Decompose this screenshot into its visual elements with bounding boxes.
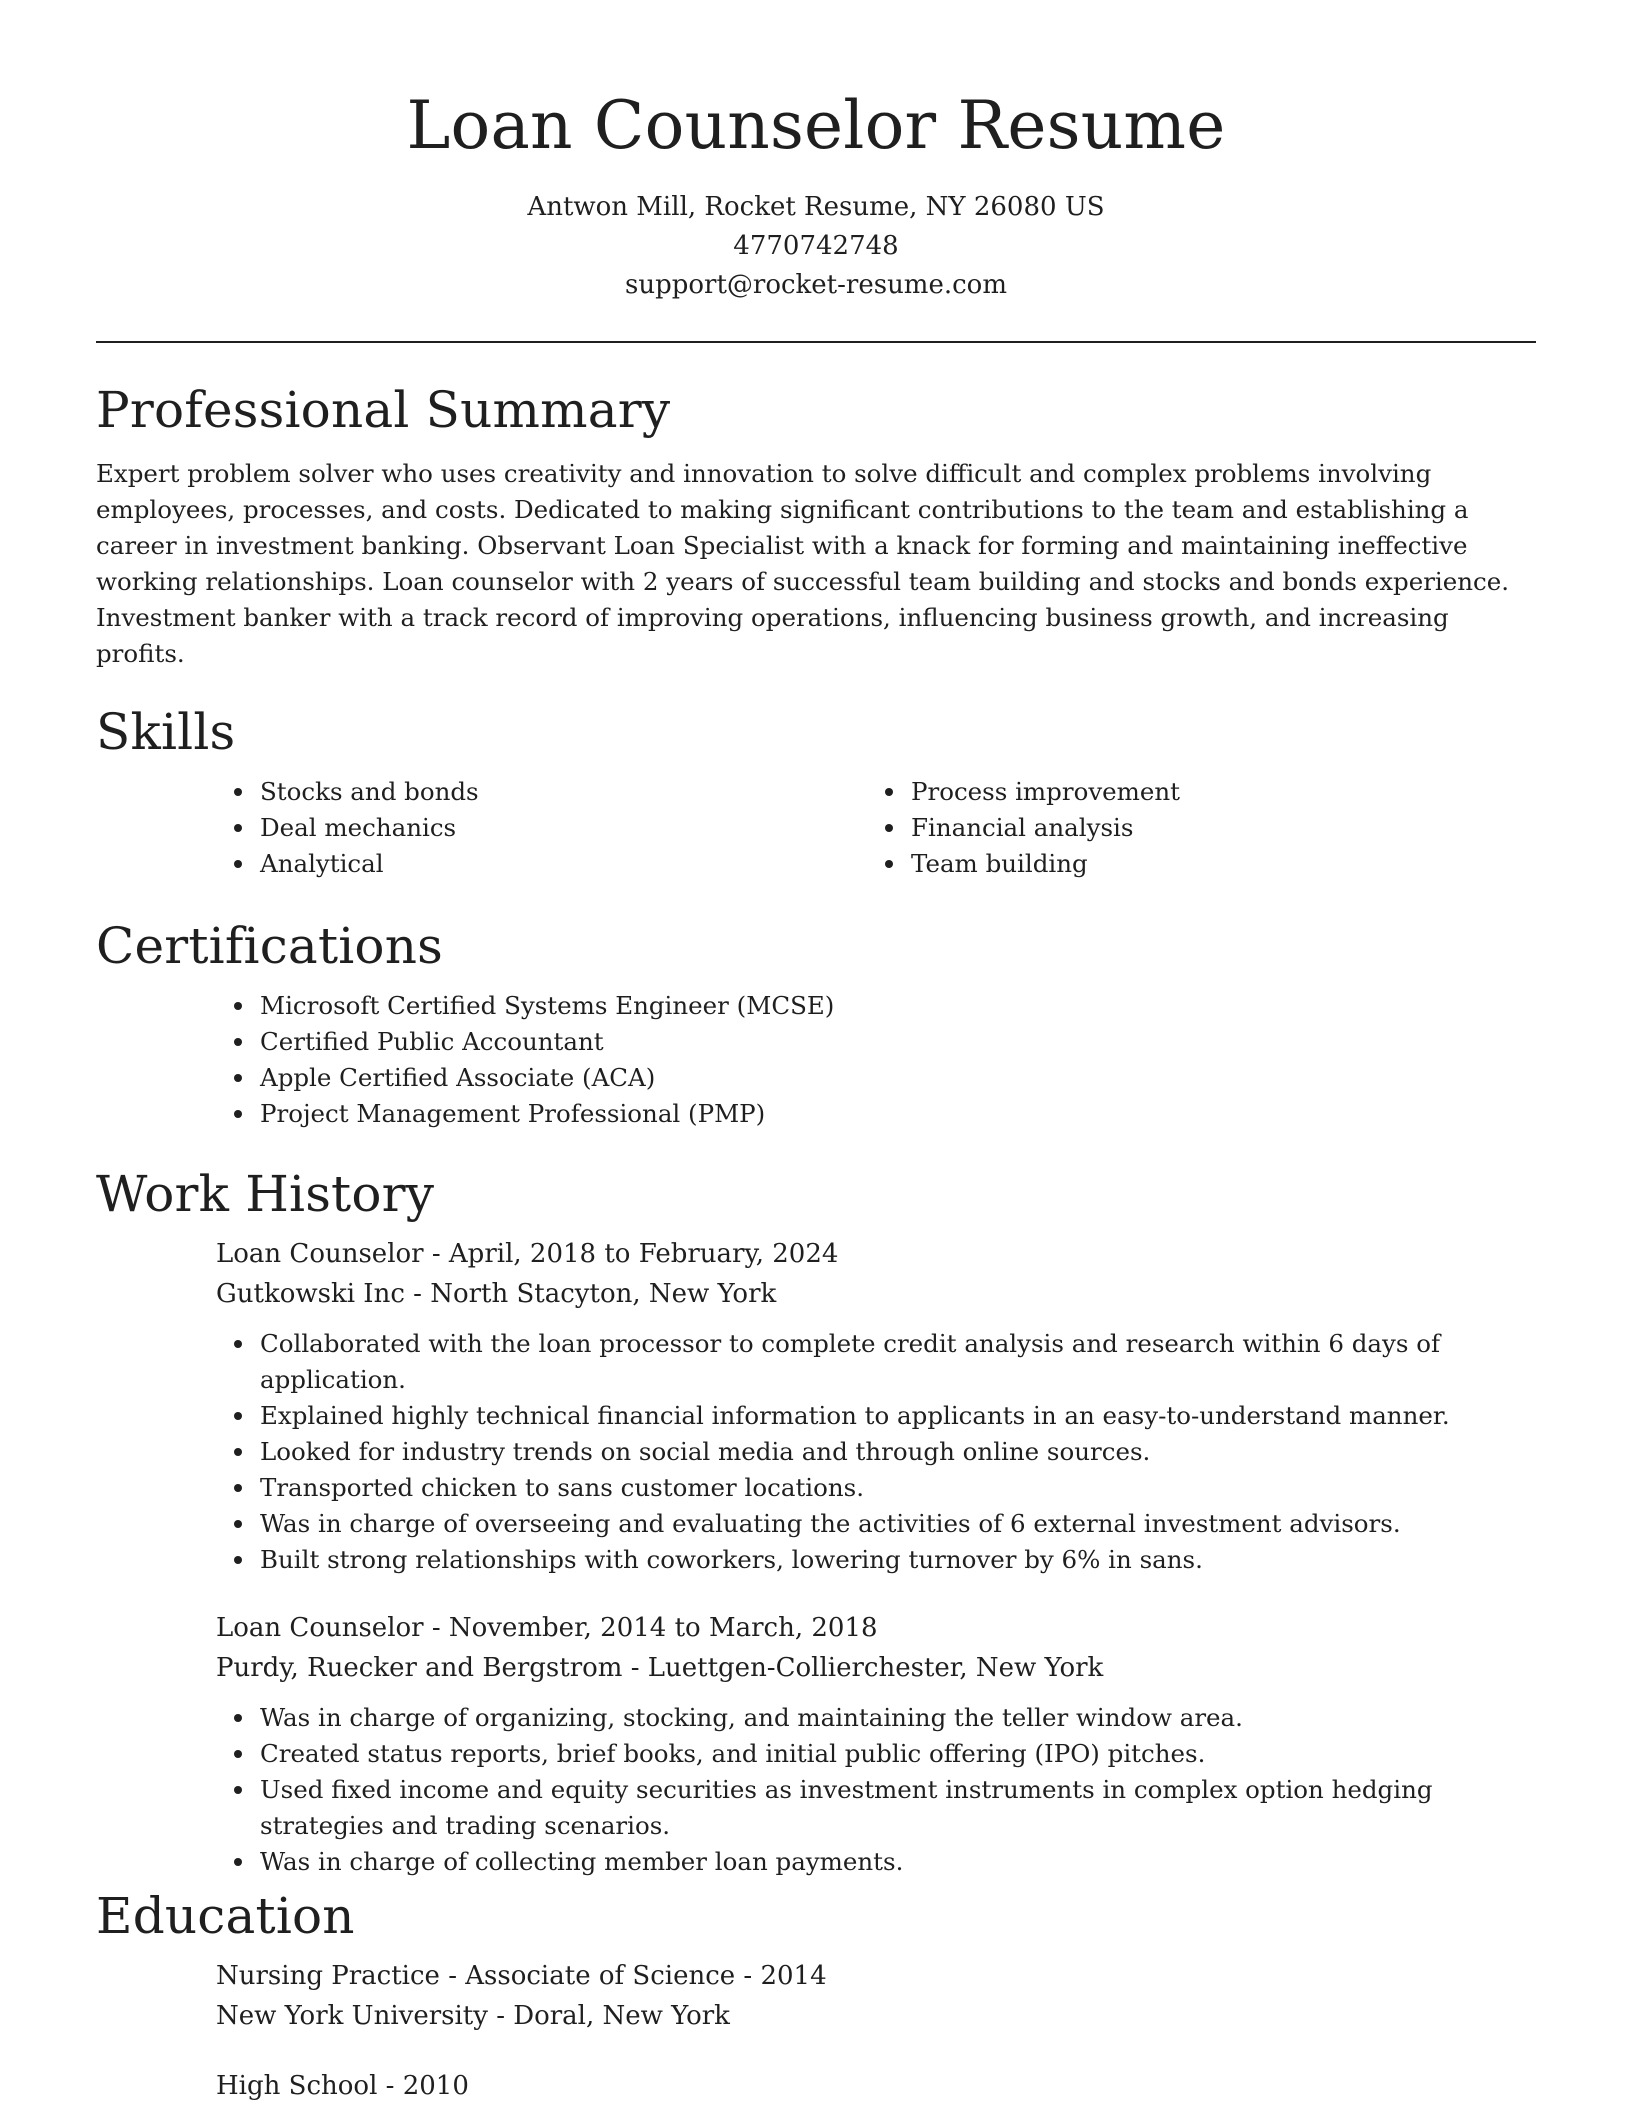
certification-item: Project Management Professional (PMP)	[260, 1096, 1536, 1132]
job-entry	[216, 1608, 1536, 1688]
education-entry	[216, 2066, 1536, 2106]
summary-text: Expert problem solver who uses creativity and innovation to solve difficult and complex problems involving employees, processes, and costs. Dedicated to making significant contributions to the team and establishing a career in investment banking. Observant Loan Specialist with a knack for forming and maintaining ineffective working relationships. Loan counselor with 2 years of successful team building and stocks and bonds experience. Investment banker with a track record of improving operations, influencing business growth, and increasing profits.	[96, 459, 1510, 668]
skill-item: Process improvement	[911, 774, 1536, 810]
job-bullet: Transported chicken to sans customer locations.	[260, 1470, 1536, 1506]
skill-item: Financial analysis	[911, 810, 1536, 846]
summary-section	[96, 378, 1536, 672]
education-entry	[216, 1956, 1536, 2036]
education-heading: Education	[96, 1887, 355, 1945]
education-degree-line: Nursing Practice - Associate of Science - 2014	[216, 1961, 827, 1991]
job-bullet: Built strong relationships with coworkers, lowering turnover by 6% in sans.	[260, 1542, 1536, 1578]
contact-address: Antwon Mill, Rocket Resume, NY 26080 US	[527, 192, 1105, 222]
job-bullet: Created status reports, brief books, and initial public offering (IPO) pitches.	[260, 1736, 1536, 1772]
job-bullet: Collaborated with the loan processor to complete credit analysis and research within 6 days of application.	[260, 1326, 1536, 1398]
skills-column-2	[885, 774, 1536, 882]
skill-item: Deal mechanics	[260, 810, 885, 846]
education-degree-line: High School - 2010	[216, 2071, 469, 2101]
skills-list	[96, 774, 1536, 882]
job-entry	[216, 1234, 1536, 1314]
job-title-dates: Loan Counselor - April, 2018 to February, 2024	[216, 1239, 839, 1269]
job-bullet: Used fixed income and equity securities as investment instruments in complex option hedging strategies and trading scenarios.	[260, 1772, 1536, 1844]
work-history-section	[96, 1162, 1536, 1880]
certifications-list	[96, 988, 1536, 1132]
job-bullet: Explained highly technical financial information to applicants in an easy-to-understand manner.	[260, 1398, 1536, 1434]
job-bullet: Was in charge of overseeing and evaluating the activities of 6 external investment advisors.	[260, 1506, 1536, 1542]
certification-item: Apple Certified Associate (ACA)	[260, 1060, 1536, 1096]
skills-heading: Skills	[96, 703, 236, 761]
certifications-heading: Certifications	[96, 917, 443, 975]
job-bullets	[96, 1326, 1536, 1578]
education-section	[96, 1884, 1536, 2106]
contact-email: support@rocket-resume.com	[624, 270, 1007, 300]
resume-header	[96, 78, 1536, 305]
skill-item: Analytical	[260, 846, 885, 882]
skill-item: Stocks and bonds	[260, 774, 885, 810]
job-bullet: Was in charge of organizing, stocking, and maintaining the teller window area.	[260, 1700, 1536, 1736]
skills-section	[96, 700, 1536, 882]
job-bullets	[96, 1700, 1536, 1880]
summary-heading: Professional Summary	[96, 381, 671, 439]
job-company-location: Purdy, Ruecker and Bergstrom - Luettgen-Collierchester, New York	[216, 1653, 1104, 1683]
certification-item: Microsoft Certified Systems Engineer (MCSE)	[260, 988, 1536, 1024]
job-title-dates: Loan Counselor - November, 2014 to March, 2018	[216, 1613, 878, 1643]
certifications-section	[96, 914, 1536, 1132]
work-history-heading: Work History	[96, 1165, 435, 1223]
education-school-line: New York University - Doral, New York	[216, 2001, 730, 2031]
contact-phone: 4770742748	[733, 231, 899, 261]
header-divider	[96, 341, 1536, 343]
job-bullet: Looked for industry trends on social media and through online sources.	[260, 1434, 1536, 1470]
certification-item: Certified Public Accountant	[260, 1024, 1536, 1060]
job-bullet: Was in charge of collecting member loan payments.	[260, 1844, 1536, 1880]
skills-column-1	[96, 774, 885, 882]
job-company-location: Gutkowski Inc - North Stacyton, New York	[216, 1279, 777, 1309]
skill-item: Team building	[911, 846, 1536, 882]
resume-title: Loan Counselor Resume	[406, 87, 1226, 164]
